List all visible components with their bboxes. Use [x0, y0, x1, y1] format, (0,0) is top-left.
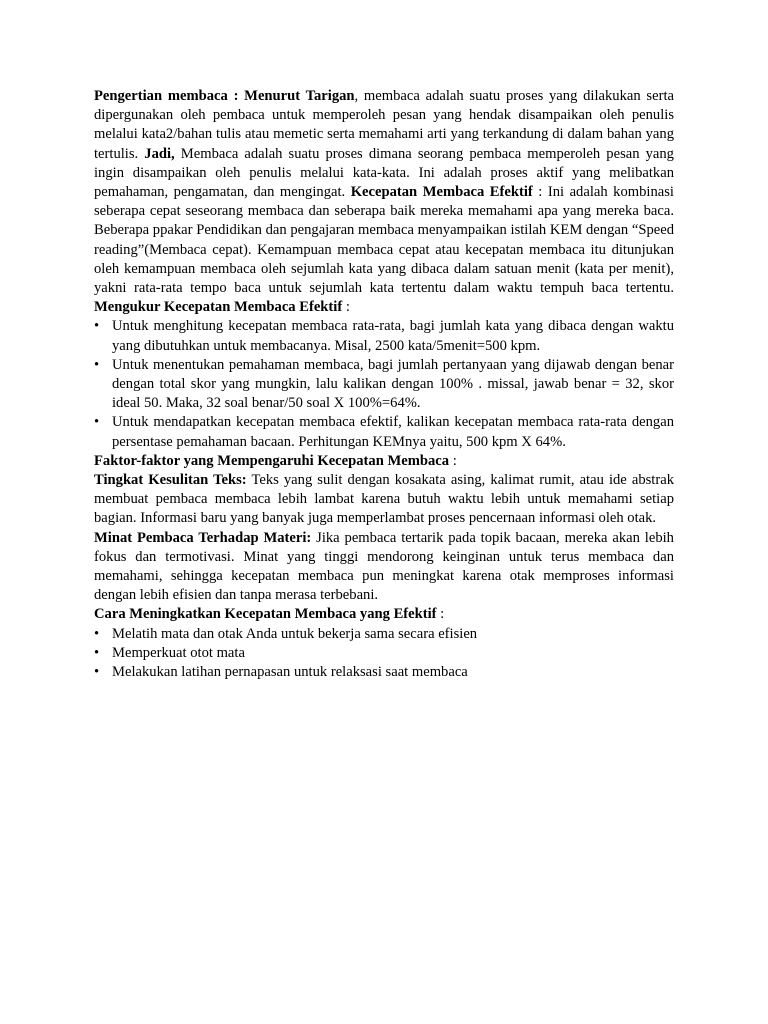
- list-item: • Melakukan latihan pernapasan untuk relaksasi saat membaca: [94, 663, 674, 682]
- list-item: • Untuk menentukan pemahaman membaca, bagi jumlah pertanyaan yang dijawab dengan benar dengan total skor yang mungkin, lalu kalikan dengan 100% . missal, jawab benar = 32, skor ideal 50. Maka, 32 soal benar/50 soal X 100%=64%.: [94, 356, 674, 414]
- document-body: [94, 87, 674, 682]
- improve-heading: Cara Meningkatkan Kecepatan Membaca yang Efektif: [94, 606, 437, 623]
- factor-paragraph-difficulty: [94, 471, 674, 529]
- factor-interest-text: Jika pembaca tertarik pada topik bacaan, mereka akan lebih fokus dan termotivasi. Minat yang tinggi mendorong keinginan untuk terus membaca dan memahami, sehingga kecepatan membaca pun meningkat karena otak memproses informasi dengan lebih efisien dan tanpa merasa terbebani.: [94, 529, 674, 604]
- factors-heading-line: [94, 452, 674, 471]
- list-item: • Memperkuat otot mata: [94, 644, 674, 663]
- intro-paragraph: [94, 87, 674, 317]
- factor-difficulty-label: Tingkat Kesulitan Teks:: [94, 472, 247, 489]
- intro-text-1: , membaca adalah suatu proses yang dilakukan serta dipergunakan oleh pembaca untuk memperoleh pesan yang hendak disampaikan oleh penulis melalui kata2/bahan tulis atau memetic serta memahami arti yang terkandung di dalam bahan yang tertulis.: [94, 88, 674, 162]
- intro-heading: Pengertian membaca : Menurut Tarigan: [94, 88, 355, 104]
- factors-heading: Faktor-faktor yang Mempengaruhi Kecepatan Membaca: [94, 452, 450, 469]
- improve-heading-line: [94, 605, 674, 624]
- intro-text-2: Membaca adalah suatu proses dimana seorang pembaca memperoleh pesan yang ingin disampaikan oleh penulis melalui kata-kata. Ini adalah proses aktif yang melibatkan pemahaman, pengamatan, dan mengingat.: [94, 145, 674, 201]
- intro-text-3: : Ini adalah kombinasi seberapa cepat seseorang membaca dan seberapa baik mereka memahami apa yang mereka baca. Beberapa ppakar Pendidikan dan pengajaran membaca menyampaikan istilah KEM dengan “Speed reading”(Membaca cepat). Kemampuan membaca cepat atau kecepatan membaca itu ditunjukan oleh kemampuan membaca oleh sejumlah kata yang dibaca dalam satuan menit (kata per menit), yakni rata-rata tempo baca untuk sejumlah kata tertentu dalam waktu tempuh baca tertentu.: [94, 184, 674, 297]
- kecepatan-heading: Kecepatan Membaca Efektif: [350, 184, 533, 201]
- list-item: • Untuk mendapatkan kecepatan membaca efektif, kalikan kecepatan membaca rata-rata dengan persentase pemahaman bacaan. Perhitungan KEMnya yaitu, 500 kpm X 64%.: [94, 413, 674, 451]
- factor-paragraph-interest: [94, 529, 674, 606]
- factor-difficulty-text: Teks yang sulit dengan kosakata asing, kalimat rumit, atau ide abstrak membuat pembaca membaca lebih lambat karena butuh waktu lebih untuk memahami setiap bagian. Informasi baru yang banyak juga memperlambat proses pencernaan informasi oleh otak.: [94, 472, 674, 527]
- factors-heading-suffix: :: [449, 452, 457, 469]
- mengukur-heading: Mengukur Kecepatan Membaca Efektif: [94, 299, 343, 316]
- improve-heading-suffix: :: [436, 606, 445, 623]
- jadi-label: Jadi,: [144, 145, 175, 162]
- factor-interest-label: Minat Pembaca Terhadap Materi:: [94, 529, 312, 546]
- measure-list: [94, 317, 674, 451]
- list-item: • Melatih mata dan otak Anda untuk bekerja sama secara efisien: [94, 625, 674, 644]
- improve-list: [94, 625, 674, 683]
- list-item: • Untuk menghitung kecepatan membaca rata-rata, bagi jumlah kata yang dibaca dengan waktu yang dibutuhkan untuk membacanya. Misal, 2500 kata/5menit=500 kpm.: [94, 317, 674, 355]
- intro-text-4: :: [342, 299, 350, 316]
